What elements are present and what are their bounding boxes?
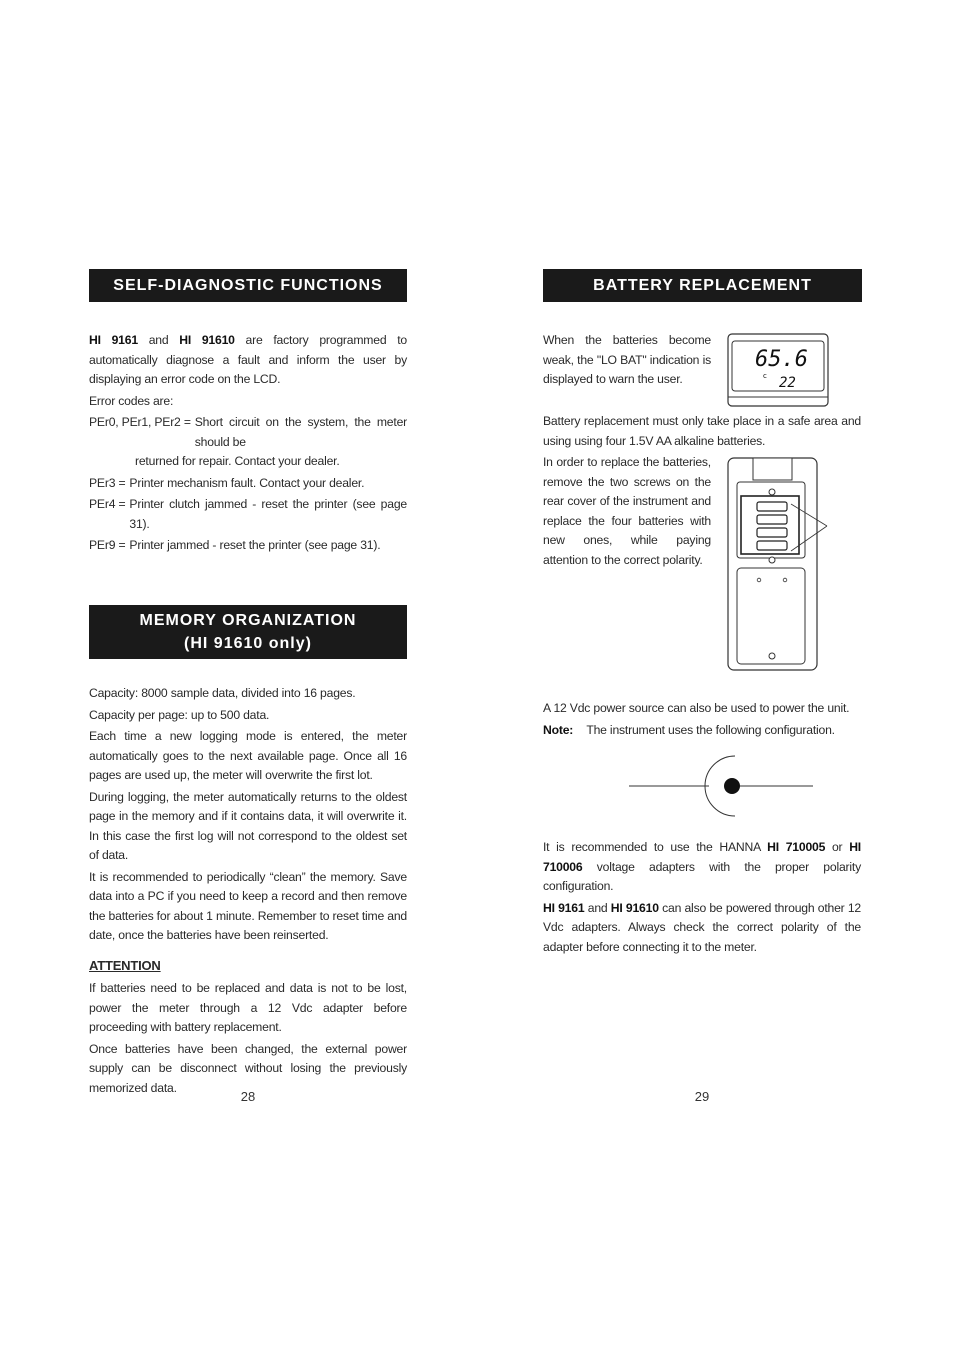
error-code-row: PEr0, PEr1, PEr2 = Short circuit on the system, the meter should be	[89, 415, 407, 449]
error-code-row: PEr3 = Printer mechanism fault. Contact your dealer.	[89, 475, 365, 490]
adapter-recommendation: It is recommended to use the HANNA HI 710005 or HI 710006 voltage adapters with the proper polarity configuration.	[543, 840, 861, 893]
battery-icon	[757, 541, 787, 550]
page-number: 28	[240, 1089, 256, 1104]
memory-paragraph: During logging, the meter automatically returns to the oldest page in the memory and if it contains data, it will overwrite it. In this case the first log will not correspond to the oldest set of data.	[89, 789, 407, 862]
power-source-text	[543, 699, 861, 740]
safe-area-text: Battery replacement must only take place in a safe area and using using four 1.5V AA alkaline batteries.	[543, 414, 861, 448]
battery-icon	[757, 502, 787, 511]
attention-paragraph: If batteries need to be replaced and data is not to be lost, power the meter through a 12 Vdc adapter before proceeding with battery replacement.	[89, 981, 407, 1034]
center-pin-icon	[724, 778, 740, 794]
page-number: 29	[694, 1089, 710, 1104]
memory-organization-body	[89, 684, 407, 1098]
battery-icon	[757, 528, 787, 537]
error-code-row: PEr4 = Printer clutch jammed - reset the printer (see page 31).	[89, 497, 407, 531]
lcd-main-reading: 65.6	[755, 347, 808, 372]
memory-organization-heading: MEMORY ORGANIZATION (HI 91610 only)	[89, 605, 407, 659]
error-code-continuation: returned for repair. Contact your dealer.	[135, 454, 340, 468]
adapter-recommendation-text	[543, 838, 861, 957]
self-diagnostic-intro: HI 9161 and HI 91610 are factory programmed to automatically diagnose a fault and inform the user by displaying an error code on the LCD.	[89, 333, 407, 386]
memory-paragraph: Each time a new logging mode is entered, the meter automatically goes to the next available page. Once all 16 pages are used up, the meter will overwrite the first lot.	[89, 729, 407, 782]
attention-paragraph: Once batteries have been changed, the external power supply can be disconnect without losing the previously memorized data.	[89, 1041, 407, 1095]
rear-cover	[737, 568, 805, 664]
alternative-power: HI 9161 and HI 91610 can also be powered through other 12 Vdc adapters. Always check the correct polarity of the adapter before connecting it to the meter.	[543, 900, 861, 954]
cover-hole-icon	[783, 578, 787, 582]
battery-icon	[757, 515, 787, 524]
cover-hole-icon	[757, 578, 761, 582]
lcd-unit: c	[763, 372, 767, 380]
memory-paragraph: It is recommended to periodically “clean” the memory. Save data into a PC if you need to keep a record and then remove the batteries for about 1 minute. Remember to reset time and date, once the batteries have been reinserted.	[89, 869, 407, 942]
screw-icon	[769, 489, 775, 495]
memory-paragraph: Capacity: 8000 sample data, divided into 16 pages.	[89, 686, 356, 700]
error-code-row: PEr9 = Printer jammed - reset the printer (see page 31).	[89, 538, 381, 552]
screw-icon	[769, 557, 775, 563]
battery-replacement-heading: BATTERY REPLACEMENT	[543, 269, 862, 302]
error-codes-intro: Error codes are:	[89, 393, 174, 408]
power-source-sentence: A 12 Vdc power source can also be used to power the unit.	[543, 701, 850, 715]
note-line: Note: The instrument uses the following configuration.	[543, 722, 835, 737]
memory-paragraph: Capacity per page: up to 500 data.	[89, 707, 270, 722]
attention-label: ATTENTION	[89, 957, 161, 973]
lo-bat-text: When the batteries become weak, the "LO BAT" indication is displayed to warn the user.	[543, 333, 711, 386]
cover-screw-icon	[769, 653, 775, 659]
self-diagnostic-body	[89, 331, 407, 556]
replace-batteries-text: In order to replace the batteries, remove the two screws on the rear cover of the instrument and replace the four batteries with new ones, while paying attention to the correct polarity.	[543, 455, 711, 567]
polarity-configuration-illustration	[627, 752, 817, 822]
lcd-display-illustration	[727, 333, 831, 409]
battery-compartment-illustration	[725, 456, 829, 674]
meter-top-tab	[753, 458, 792, 480]
lcd-sub-reading: 22	[779, 375, 796, 391]
right-page	[477, 0, 954, 1351]
self-diagnostic-heading: SELF-DIAGNOSTIC FUNCTIONS	[89, 269, 407, 302]
